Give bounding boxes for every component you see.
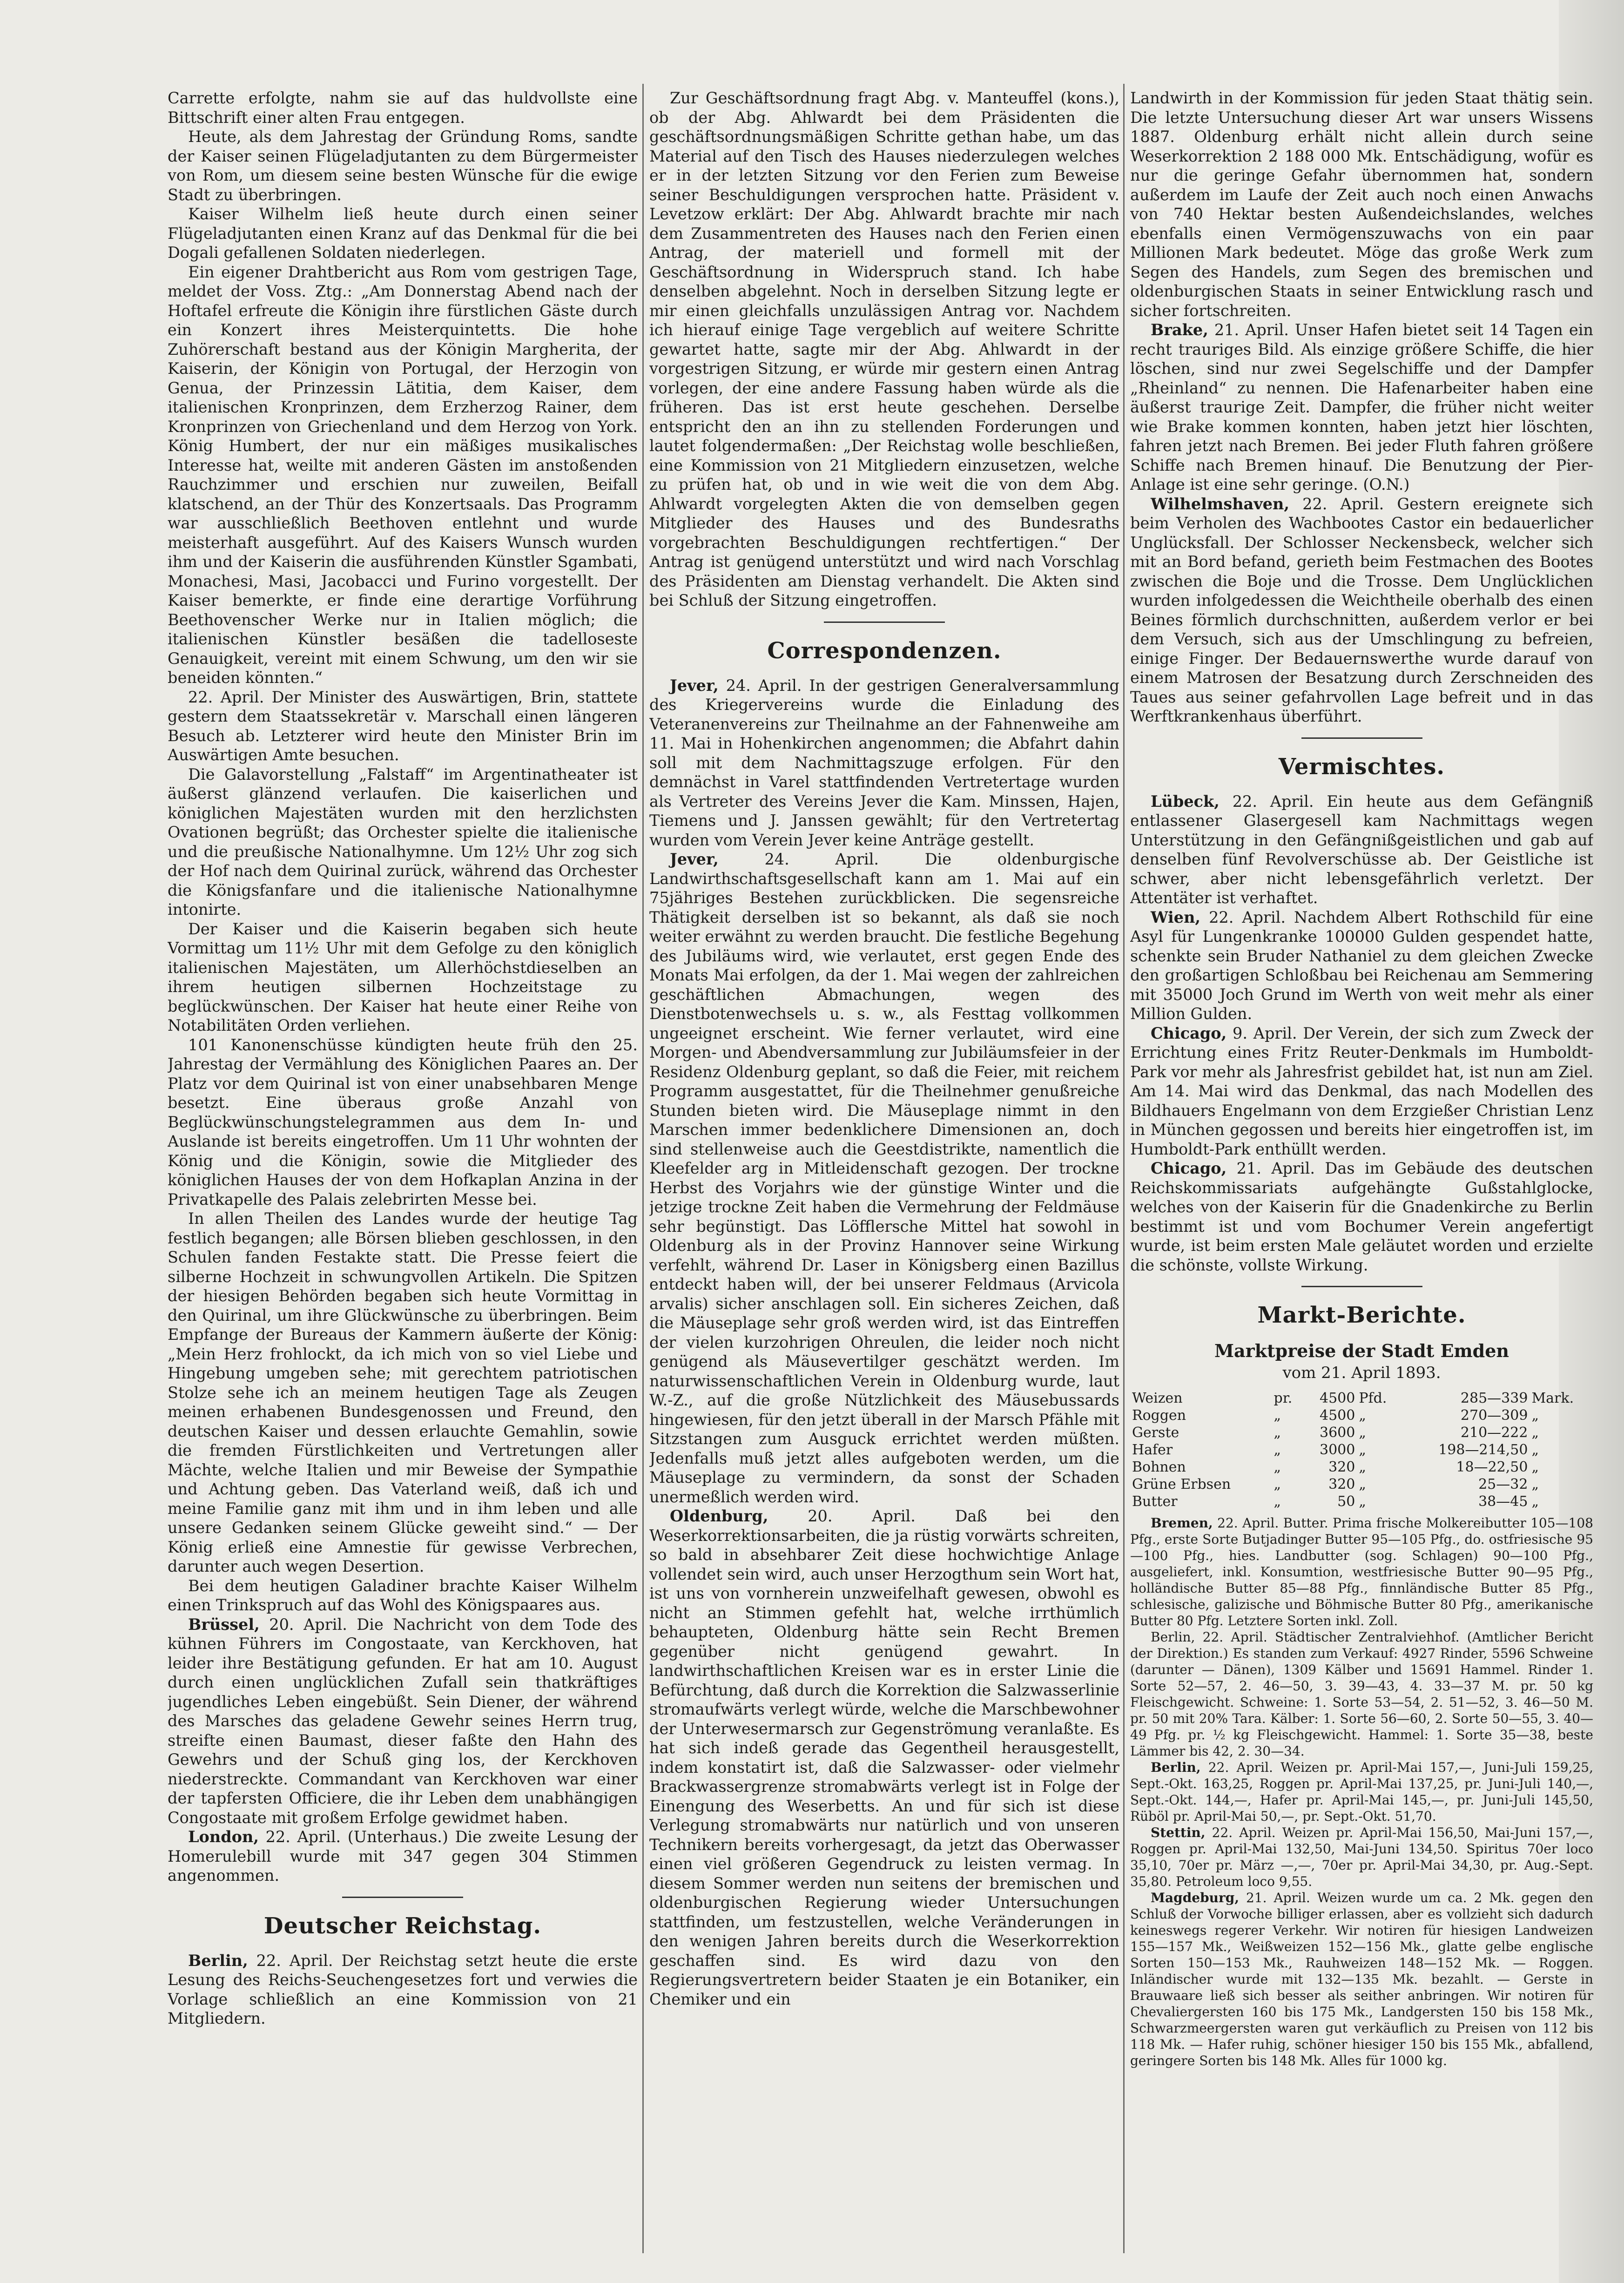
dateline: Berlin, — [1151, 1759, 1201, 1775]
column-1 — [168, 88, 638, 2253]
section-heading-correspondenzen: Correspondenzen. — [767, 637, 1002, 664]
article-paragraph — [1130, 1515, 1593, 1629]
section-divider — [1301, 737, 1422, 739]
paragraph-text: 22. April. (Unterhaus.) Die zweite Lesung der Homerulebill wurde mit 347 gegen 304 Stimmen angenommen. — [168, 1828, 638, 1884]
price-cell-pre: „ — [1274, 1493, 1281, 1510]
column-2 — [649, 88, 1119, 2253]
paragraph-text: 22. April. Der Minister des Auswärtigen, Brin, stattete gestern dem Staatssekretär v. Marschall einen längeren Besuch ab. Letzterer wird heute den Minister Brin im Auswärtigen Amte besuchen. — [168, 688, 638, 764]
price-cell-item: Hafer — [1132, 1441, 1173, 1458]
paragraph-text: Carrette erfolgte, nahm sie auf das huldvollste eine Bittschrift einer alten Frau entgegen. — [168, 89, 638, 127]
section-divider — [824, 621, 945, 623]
paragraph-text: Ein eigener Drahtbericht aus Rom vom gestrigen Tage, meldet der Voss. Ztg.: „Am Donnerstag Abend nach der Hoftafel erfreute die Königin ihre fürstlichen Gäste durch ein Konzert ihres Meisterquintetts. Die hohe Zuhörerschaft bestand aus der Königin Margherita, der Kaiserin, der Königin von Portugal, der Herzogin von Genua, der Prinzessin Lätitia, dem Kaiser, dem italienischen Kronprinzen, dem Erzherzog Rainer, dem Kronprinzen von Griechenland und dem Herzog von York. König Humbert, der nur ein mäßiges musikalisches Interesse hat, weilte mit anderen Gästen im anstoßenden Rauchzimmer und erschien nur zuweilen, Beifall klatschend, an der Thür des Konzertsaals. Das Programm war ausschließlich Beethoven entlehnt und wurde meisterhaft ausgeführt. Auf des Kaisers Wunsch wurden ihm und der Kaiserin die ausführenden Künstler Sgambati, Monachesi, Masi, Jacobacci und Furino vorgestellt. Der Kaiser bemerkte, er finde eine derartige Vorführung Beethovenscher Werke nur in Italien möglich; die italienischen Künstler besäßen die tadelloseste Genauigkeit, vereint mit einem Schwung, um den wir sie beneiden könnten.“ — [168, 263, 638, 687]
price-cell-unit: „ — [1359, 1459, 1366, 1475]
article-paragraph — [649, 676, 1119, 850]
price-cell-cur: Mark. — [1531, 1390, 1574, 1406]
col1-after — [168, 1951, 638, 2028]
article-paragraph — [168, 1576, 638, 1615]
article-paragraph — [1130, 88, 1593, 320]
price-cell-qty: 320 — [1328, 1459, 1355, 1475]
price-cell-price: 38—45 — [1478, 1493, 1528, 1510]
article-paragraph — [168, 1615, 638, 1828]
col1-body — [168, 88, 638, 1885]
article-paragraph — [168, 1827, 638, 1885]
price-cell-item: Roggen — [1132, 1407, 1186, 1424]
article-paragraph — [168, 765, 638, 919]
paragraph-text: 22. April. Weizen pr. April-Mai 156,50, Mai-Juni 157,—, Roggen pr. April-Mai 132,50, Mai-Juni 134,50. Spiritus 70er loco 35,10, 70er pr. März —,—, 70er pr. April-Mai 34,30, pr. Aug.-Sept. 35,80. Petroleum loco 9,55. — [1130, 1824, 1593, 1889]
price-cell-qty: 4500 — [1319, 1407, 1355, 1424]
price-cell-qty: 50 — [1337, 1493, 1355, 1510]
dateline: Wien, — [1151, 908, 1201, 926]
price-cell-cur: „ — [1531, 1459, 1539, 1475]
price-cell-cur: „ — [1531, 1441, 1539, 1458]
dateline: Brake, — [1151, 321, 1208, 339]
price-cell-price: 18—22,50 — [1456, 1459, 1528, 1475]
paragraph-text: 20. April. Die Nachricht von dem Tode des kühnen Führers im Congostaate, van Kerckhoven, hat leider ihre Bestätigung gefunden. Er hat am 10. August durch einen unglücklichen Zufall sein thatkräftiges jugendliches Leben eingebüßt. Sein Diener, der während des Marsches das geladene Gewehr seines Herrn trug, streifte einen Baumast, dieser faßte den Hahn des Gewehrs und der Schuß ging los, der Kerckhoven niederstreckte. Commandant van Kerckhoven war einer der tapfersten Officiere, die ihr Leben dem unabhängigen Congostaate mit großem Erfolge gewidmet haben. — [168, 1615, 638, 1827]
article-paragraph — [1130, 1890, 1593, 2069]
price-cell-qty: 3000 — [1319, 1441, 1355, 1458]
paragraph-text: Kaiser Wilhelm ließ heute durch einen seiner Flügeladjutanten einen Kranz auf das Denkmal für die bei Dogali gefallenen Soldaten niederlegen. — [168, 205, 638, 262]
col2-after — [649, 676, 1119, 2009]
dateline: Jever, — [670, 850, 719, 868]
price-row — [1130, 1493, 1593, 1510]
dateline: Oldenburg, — [670, 1507, 768, 1525]
price-row — [1130, 1424, 1593, 1441]
paragraph-text: 22. April. Nachdem Albert Rothschild für eine Asyl für Lungenkranke 100000 Gulden gespendet hatte, schenkte sein Bruder Nathaniel zu dem gleichen Zwecke den großartigen Schloßbau bei Reichenau am Semmering mit 35000 Joch Grund im Werth von weit mehr als einer Million Gulden. — [1130, 908, 1593, 1023]
market-prices-date: vom 21. April 1893. — [1282, 1364, 1441, 1382]
price-cell-qty: 320 — [1328, 1476, 1355, 1493]
column-rule — [642, 84, 644, 2253]
price-cell-item: Weizen — [1132, 1390, 1183, 1406]
column-rule — [1123, 84, 1125, 2253]
price-cell-item: Grüne Erbsen — [1132, 1476, 1231, 1493]
price-cell-price: 210—222 — [1460, 1424, 1528, 1441]
dateline: Wilhelmshaven, — [1151, 494, 1290, 513]
article-paragraph — [1130, 1824, 1593, 1890]
price-cell-cur: „ — [1531, 1493, 1539, 1510]
article-paragraph — [168, 127, 638, 204]
paragraph-text: 22. April. Gestern ereignete sich beim Verholen des Wachbootes Castor ein bedauerlicher Unglücksfall. Der Schlosser Neckensbeck, welcher sich mit an Bord befand, gerieth beim Festmachen des Bootes zwischen die Boje und die Trosse. Dem Unglücklichen wurden infolgedessen die Weichtheile oberhalb des einen Beines förmlich durchschnitten, außerdem verlor er bei dem Versuch, sich aus der Umschlingung zu befreien, einige Finger. Der Bedauernswerthe wurde darauf von einem Matrosen der Besatzung durch Zerschneiden des Taues aus seiner gefahrvollen Lage befreit und in das Werftkrankenhaus überführt. — [1130, 494, 1593, 725]
price-cell-unit: „ — [1359, 1424, 1366, 1441]
dateline: London, — [188, 1828, 259, 1846]
col3-after1 — [1130, 792, 1593, 1275]
paragraph-text: Heute, als dem Jahrestag der Gründung Roms, sandte der Kaiser seinen Flügeladjutanten zu dem Bürgermeister von Rom, um diesem seine besten Wünsche für die ewige Stadt zu überbringen. — [168, 128, 638, 204]
price-cell-pre: „ — [1274, 1476, 1281, 1493]
dateline: Jever, — [670, 676, 719, 695]
paragraph-text: 101 Kanonenschüsse kündigten heute früh den 25. Jahrestag der Vermählung des Königlichen Paares an. Der Platz vor dem Quirinal ist von einer unabsehbaren Menge besetzt. Eine überaus große Anzahl von Beglückwünschungstelegrammen aus dem In- und Auslande ist bereits eingetroffen. Um 11 Uhr wohnten der König und die Königin, sowie die Mitglieder des königlichen Hauses der von dem Hofkaplan Anzina in der Privatkapelle des Palais zelebrirten Messe bei. — [168, 1035, 638, 1209]
section-heading-vermischtes: Vermischtes. — [1278, 753, 1445, 780]
paragraph-text: In allen Theilen des Landes wurde der heutige Tag festlich begangen; alle Börsen blieben geschlossen, in den Schulen fanden Festakte statt. Die Presse feiert die silberne Hochzeit in schwungvollen Artikeln. Die Spitzen der hiesigen Behörden begaben sich heute Vormittag in den Quirinal, um ihre Glückwünsche zu überbringen. Beim Empfange der Bureaus der Kammern äußerte der König: „Mein Herz frohlockt, da ich mich von so viel Liebe und Hingebung umgeben sehe; mit gerechtem patriotischen Stolze sehe ich an meinem heutigen Tage als Zeugen meinen erhabenen Bundesgenossen und Freund, den deutschen Kaiser und dessen erlauchte Gemahlin, sowie die fremden Fürstlichkeiten und Vertretungen aller Mächte, welche Italien und mir Beweise der Sympathie und Achtung geben. Das Vaterland weiß, daß ich und meine Familie ganz mit ihm und in ihm leben und alle unsere Gedanken seinem Glücke geweiht sind.“ — Der König erließ eine Amnestie für gewisse Verbrechen, darunter auch wegen Desertion. — [168, 1209, 638, 1575]
price-row — [1130, 1441, 1593, 1459]
article-paragraph — [1130, 1629, 1593, 1759]
price-cell-item: Butter — [1132, 1493, 1178, 1510]
price-cell-item: Gerste — [1132, 1424, 1179, 1441]
price-cell-cur: „ — [1531, 1407, 1539, 1424]
paragraph-text: Die Galavorstellung „Falstaff“ im Argentinatheater ist äußerst glänzend verlaufen. Die kaiserlichen und königlichen Majestäten wurden mit den herzlichsten Ovationen begrüßt; das Orchester spielte die italienische und die preußische Nationalhymne. Um 12½ Uhr zog sich der Hof nach dem Quirinal zurück, während das Orchester die Königsfanfare und die italienische Nationalhymne intonirte. — [168, 765, 638, 919]
article-paragraph — [168, 1209, 638, 1576]
paragraph-text: 22. April. Butter. Prima frische Molkereibutter 105—108 Pfg., erste Sorte Butjadinger Butter 95—105 Pfg., do. ostfriesische 95—100 Pfg., hies. Landbutter (sog. Schlagen) 90—100 Pfg., ausgeliefert, inkl. Konsumtion, westfriesische Butter 90—95 Pfg., holländische Butter 85—88 Pfg., finnländische Butter 85 Pfg., schlesische, galizische und Böhmische Butter 80 Pfg., amerikanische Butter 80 Pfg. Letztere Sorten inkl. Zoll. — [1130, 1515, 1593, 1628]
price-cell-pre: pr. — [1274, 1390, 1293, 1406]
paragraph-text: 21. April. Das im Gebäude des deutschen Reichskommissariats aufgehängte Gußstahlglocke, welches von der Kaiserin für die Gnadenkirche zu Berlin bestimmt ist und vom Bochumer Verein angefertigt wurde, ist beim ersten Male geläutet worden und erzielte die schönste, vollste Wirkung. — [1130, 1159, 1593, 1274]
paragraph-text: 20. April. Daß bei den Weserkorrektionsarbeiten, die ja rüstig vorwärts schreiten, so bald in absehbarer Zeit diese hochwichtige Anlage vollendet sein wird, auch unser Herzogthum sein Wort hat, ist uns von vornherein unzweifelhaft gewesen, obwohl es nicht an Stimmen gefehlt hat, welche irrthümlich behaupteten, Oldenburg hätte sein Recht Bremen gegenüber nicht genügend gewahrt. In landwirthschaftlichen Kreisen war es in erster Linie die Befürchtung, daß durch die Korrektion die Salzwasserlinie stromaufwärts verlegt würde, welche die Marschbewohner der Unterwesermarsch zur Gegenströmung veranlaßte. Es hat sich indeß gerade das Gegentheil herausgestellt, indem konstatirt ist, daß die Salzwasser- oder vielmehr Brackwassergrenze stromabwärts verlegt ist in Folge der Einengung des Weserbetts. An und für sich ist diese Verlegung stromabwärts nur natürlich und von unseren Technikern bereits vorhergesagt, da jetzt das Oberwasser einen viel größeren Gegendruck zu leisten vermag. In diesem Sommer werden nun seitens der bremischen und oldenburgischen Regierung wieder Untersuchungen stattfinden, um festzustellen, welche Veränderungen in den wenigen Jahren bereits durch die Weserkorrektion geschaffen sind. Es wird dazu von den Regierungsvertretern beider Staaten je ein Botaniker, ein Chemiker und ein — [649, 1507, 1119, 2008]
dateline: Bremen, — [1151, 1515, 1213, 1531]
article-paragraph — [649, 1506, 1119, 2009]
article-paragraph — [1130, 494, 1593, 726]
col2-body — [649, 88, 1119, 610]
article-paragraph — [1130, 908, 1593, 1024]
section-heading-marktberichte: Markt-Berichte. — [1257, 1302, 1466, 1328]
price-cell-pre: „ — [1274, 1459, 1281, 1475]
price-cell-cur: „ — [1531, 1476, 1539, 1493]
paragraph-text: Zur Geschäftsordnung fragt Abg. v. Manteuffel (kons.), ob der Abg. Ahlwardt bei dem Präsidenten die geschäftsordnungsmäßigen Schritte gethan habe, um das Material auf den Tisch des Hauses niederzulegen welches er in der letzten Sitzung vor den Ferien zum Beweise seiner Beschuldigungen versprochen hatte. Präsident v. Levetzow erklärt: Der Abg. Ahlwardt brachte mir nach dem Zusammentreten des Hauses nach den Ferien einen Antrag, der materiell und formell mit der Geschäftsordnung in Widerspruch stand. Ich habe denselben abgelehnt. Noch in derselben Sitzung legte er mir einen gleichfalls unzulässigen Antrag vor. Nachdem ich hierauf einige Tage vergeblich auf weitere Schritte gewartet hatte, sagte mir der Abg. Ahlwardt in der vorgestrigen Sitzung, er würde mir gestern einen Antrag vorlegen, der eine andere Fassung haben würde als die früheren. Das ist erst heute geschehen. Derselbe entspricht den an ihn zu stellenden Forderungen und lautet folgendermaßen: „Der Reichstag wolle beschließen, eine Kommission von 21 Mitgliedern einzusetzen, welche zu prüfen hat, ob und in wie weit die von dem Abg. Ahlwardt vorgelegten Akten die von demselben gegen Mitglieder des Hauses und des Bundesraths vorgebrachten Beschuldigungen rechtfertigen.“ Der Antrag ist genügend unterstützt und wird nach Vorschlag des Präsidenten am Dienstag verhandelt. Die Akten sind bei Schluß der Sitzung eingetroffen. — [649, 89, 1119, 609]
paragraph-text: 22. April. Weizen pr. April-Mai 157,—, Juni-Juli 159,25, Sept.-Okt. 163,25, Roggen pr. April-Mai 137,25, pr. Juni-Juli 140,—, Sept.-Okt. 144,—, Hafer pr. April-Mai 145,—, pr. Juni-Juli 145,50, Rüböl pr. April-Mai 50,—, pr. Sept.-Okt. 51,70. — [1130, 1759, 1593, 1824]
col3-market — [1130, 1515, 1593, 2069]
price-cell-qty: 3600 — [1319, 1424, 1355, 1441]
paragraph-text: 21. April. Unser Hafen bietet seit 14 Tagen ein recht trauriges Bild. Als einzige größere Schiffe, die hier löschen, sind nur zwei Segelschiffe und der Dampfer „Rheinland“ zu nennen. Die Hafenarbeiter haben eine äußerst traurige Zeit. Dampfer, die früher nicht weiter wie Brake kommen konnten, haben jetzt hier löschten, fahren jetzt nach Bremen. Bei jeder Fluth fahren größere Schiffe nach Bremen hinauf. Die Benutzung der Pier-Anlage ist eine sehr geringe. (O.N.) — [1130, 321, 1593, 493]
paragraph-text: Berlin, 22. April. Städtischer Zentralviehhof. (Amtlicher Bericht der Direktion.) Es standen zum Verkauf: 4927 Rinder, 5596 Schweine (darunter — Dänen), 1309 Kälber und 15691 Hammel. Rinder 1. Sorte 52—57, 2. 46—50, 3. 39—43, 4. 33—37 M. pr. 50 kg Fleischgewicht. Schweine: 1. Sorte 53—54, 2. 51—52, 3. 46—50 M. pr. 50 mit 20% Tara. Kälber: 1. Sorte 56—60, 2. Sorte 50—55, 3. 40—49 Pfg. pr. ½ kg Fleischgewicht. Hammel: 1. Sorte 35—38, beste Lämmer bis 42, 2. 30—34. — [1130, 1629, 1593, 1759]
article-paragraph — [168, 688, 638, 765]
paragraph-text: 24. April. Die oldenburgische Landwirthschaftsgesellschaft kann am 1. Mai auf ein 75jähriges Bestehen zurückblicken. Die segensreiche Thätigkeit derselben ist so bekannt, als daß sie noch weiter erwähnt zu werden braucht. Die festliche Begehung des Jubiläums wird, wie verlautet, erst gegen Ende des Monats Mai erfolgen, da der 1. Mai wegen der zahlreichen geschäftlichen Abmachungen, wegen des Dienstbotenwechsels u. s. w., als Festtag vollkommen ungeeignet erscheint. Wie ferner verlautet, wird eine Morgen- und Abendversammlung zur Jubiläumsfeier in der Residenz Oldenburg geplant, so daß die Feier, mit reichem Programm ausgestattet, für die Theilnehmer genußreiche Stunden bieten wird. Die Mäuseplage nimmt in den Marschen immer bedenklichere Dimensionen an, doch sind stellenweise auch die Geestdistrikte, namentlich die Kleefelder arg in Mitleidenschaft gezogen. Der trockne Herbst des Vorjahrs wie der günstige Winter und die jetzige trockne Zeit haben die Vermehrung der Feldmäuse sehr begünstigt. Das Löfflersche Mittel hat sowohl in Oldenburg als in der Provinz Hannover seine Wirkung verfehlt, während Dr. Laser in Königsberg einen Bazillus entdeckt haben will, der bei unserer Feldmaus (Arvicola arvalis) sicher anschlagen soll. Ein sicheres Zeichen, daß die Mäuseplage sehr groß werden wird, ist das Eintreffen der vielen kurzohrigen Ohreulen, die leider noch nicht genügend als Mäusevertilger geschätzt werden. Im naturwissenschaftlichen Verein in Oldenburg wurde, laut W.-Z., auf die große Nützlichkeit des Mäusebussards hingewiesen, für den jetzt überall in der Marsch Pfähle mit Sitzstangen zum Ausguck errichtet werden müßten. Jedenfalls muß jetzt alles aufgeboten werden, um die Mäuseplage zu vermindern, da sonst der Schaden unermeßlich werden wird. — [649, 850, 1119, 1506]
dateline: Lübeck, — [1151, 792, 1220, 811]
paragraph-text: 9. April. Der Verein, der sich zum Zweck der Errichtung eines Fritz Reuter-Denkmals im Humboldt-Park vor mehr als Jahresfrist gebildet hat, ist nun am Ziel. Am 14. Mai wird das Denkmal, das nach Modellen des Bildhauers Engelmann von dem Erzgießer Christian Lenz in München gegossen und bereits hier eingetroffen ist, im Humboldt-Park enthüllt werden. — [1130, 1024, 1593, 1158]
price-row — [1130, 1390, 1593, 1407]
price-cell-unit: „ — [1359, 1493, 1366, 1510]
price-row — [1130, 1459, 1593, 1476]
price-cell-cur: „ — [1531, 1424, 1539, 1441]
dateline: Chicago, — [1151, 1024, 1227, 1042]
column-3 — [1130, 88, 1593, 2253]
paragraph-text: Der Kaiser und die Kaiserin begaben sich heute Vormittag um 11½ Uhr mit dem Gefolge zu den königlich italienischen Majestäten, um Allerhöchstdieselben an ihrem heutigen silbernen Hochzeitstage zu beglückwünschen. Der Kaiser hat heute einer Reihe von Notabilitäten Orden verliehen. — [168, 919, 638, 1034]
price-cell-unit: „ — [1359, 1441, 1366, 1458]
price-cell-unit: Pfd. — [1359, 1390, 1387, 1406]
price-cell-price: 25—32 — [1478, 1476, 1528, 1493]
price-cell-price: 198—214,50 — [1438, 1441, 1528, 1458]
section-heading-reichstag: Deutscher Reichstag. — [263, 1912, 542, 1939]
price-cell-price: 270—309 — [1460, 1407, 1528, 1424]
paragraph-text: Landwirth in der Kommission für jeden Staat thätig sein. Die letzte Untersuchung dieser Art war unsers Wissens 1887. Oldenburg erhält nicht allein durch seine Weserkorrektion 2 188 000 Mk. Entschädigung, wofür es nur die geringe Gefahr übernommen hat, sondern außerdem im Laufe der Zeit auch noch einen Anwachs von 740 Hektar besten Außendeichslandes, welches ebenfalls einen Vermögenszuwachs von ein paar Millionen Mark bedeutet. Möge das große Werk zum Segen des Handels, zum Segen des bremischen und oldenburgischen Staats in seiner Entwicklung rasch und sicher fortschreiten. — [1130, 89, 1593, 320]
article-paragraph — [649, 88, 1119, 610]
dateline: Stettin, — [1151, 1824, 1206, 1840]
price-cell-pre: „ — [1274, 1441, 1281, 1458]
section-divider — [1301, 1286, 1422, 1287]
price-cell-item: Bohnen — [1132, 1459, 1186, 1475]
market-price-table — [1130, 1390, 1593, 1510]
section-divider — [342, 1897, 463, 1898]
paragraph-text: 21. April. Weizen wurde um ca. 2 Mk. gegen den Schluß der Vorwoche billiger erlassen, aber es vollzieht sich dadurch keineswegs regerer Verkehr. Wir notiren für hiesigen Landweizen 155—157 Mk., Weißweizen 152—156 Mk., glatte gelbe englische Sorten 150—153 Mk., Rauhweizen 148—152 Mk. — Roggen. Inländischer wurde mit 132—135 Mk. bezahlt. — Gerste in Brauwaare ließ sich besser als seither anbringen. Wir notiren für Chevaliergersten 160 bis 175 Mk., Landgersten 150 bis 158 Mk., Schwarzmeergersten waren gut verkäuflich zu Preisen von 112 bis 118 Mk. — Hafer ruhig, schöner hiesiger 150 bis 155 Mk., abfallend, geringere Sorten bis 148 Mk. Alles für 1000 kg. — [1130, 1890, 1593, 2068]
price-cell-qty: 4500 — [1319, 1390, 1355, 1406]
price-cell-unit: „ — [1359, 1476, 1366, 1493]
article-paragraph — [168, 263, 638, 688]
article-paragraph — [649, 850, 1119, 1506]
article-paragraph — [168, 1035, 638, 1209]
col3-body — [1130, 88, 1593, 726]
price-row — [1130, 1407, 1593, 1424]
article-paragraph — [168, 1951, 638, 2028]
paragraph-text: 24. April. In der gestrigen Generalversammlung des Kriegervereins wurde die Einladung des Veteranenvereins zur Theilnahme an der Fahnenweihe am 11. Mai in Hohenkirchen angenommen; die Abfahrt dahin soll mit dem Nachmittagszuge erfolgen. Für den demnächst in Varel stattfindenden Vertretertage wurden als Vertreter des Vereins Jever die Kam. Minssen, Hajen, Tiemens und J. Janssen gewählt; für den Vertretertag wurden vom Verein Jever keine Anträge gestellt. — [649, 676, 1119, 849]
paragraph-text: Bei dem heutigen Galadiner brachte Kaiser Wilhelm einen Trinkspruch auf das Wohl des Königspaares aus. — [168, 1576, 638, 1614]
article-paragraph — [168, 88, 638, 127]
paragraph-text: 22. April. Ein heute aus dem Gefängniß entlassener Glasergesell kam Nachmittags wegen Unterstützung in den Gefängnißgeistlichen und gab auf denselben fünf Revolverschüsse ab. Der Geistliche ist schwer, aber nicht lebensgefährlich verletzt. Der Attentäter ist verhaftet. — [1130, 792, 1593, 907]
dateline: Berlin, — [188, 1951, 248, 1970]
paragraph-text: 22. April. Der Reichstag setzt heute die erste Lesung des Reichs-Seuchengesetzes fort und verwies die Vorlage schließlich an eine Kommission von 21 Mitgliedern. — [168, 1951, 638, 2027]
price-cell-unit: „ — [1359, 1407, 1366, 1424]
price-cell-pre: „ — [1274, 1407, 1281, 1424]
article-paragraph — [1130, 1759, 1593, 1824]
price-cell-pre: „ — [1274, 1424, 1281, 1441]
article-paragraph — [168, 919, 638, 1035]
article-paragraph — [1130, 792, 1593, 908]
article-paragraph — [1130, 320, 1593, 494]
article-paragraph — [168, 204, 638, 263]
dateline: Brüssel, — [188, 1615, 260, 1634]
price-row — [1130, 1476, 1593, 1493]
dateline: Magdeburg, — [1151, 1890, 1240, 1905]
article-paragraph — [1130, 1024, 1593, 1159]
article-paragraph — [1130, 1159, 1593, 1275]
dateline: Chicago, — [1151, 1159, 1227, 1177]
market-prices-title: Marktpreise der Stadt Emden — [1214, 1340, 1509, 1361]
price-cell-price: 285—339 — [1460, 1390, 1528, 1406]
